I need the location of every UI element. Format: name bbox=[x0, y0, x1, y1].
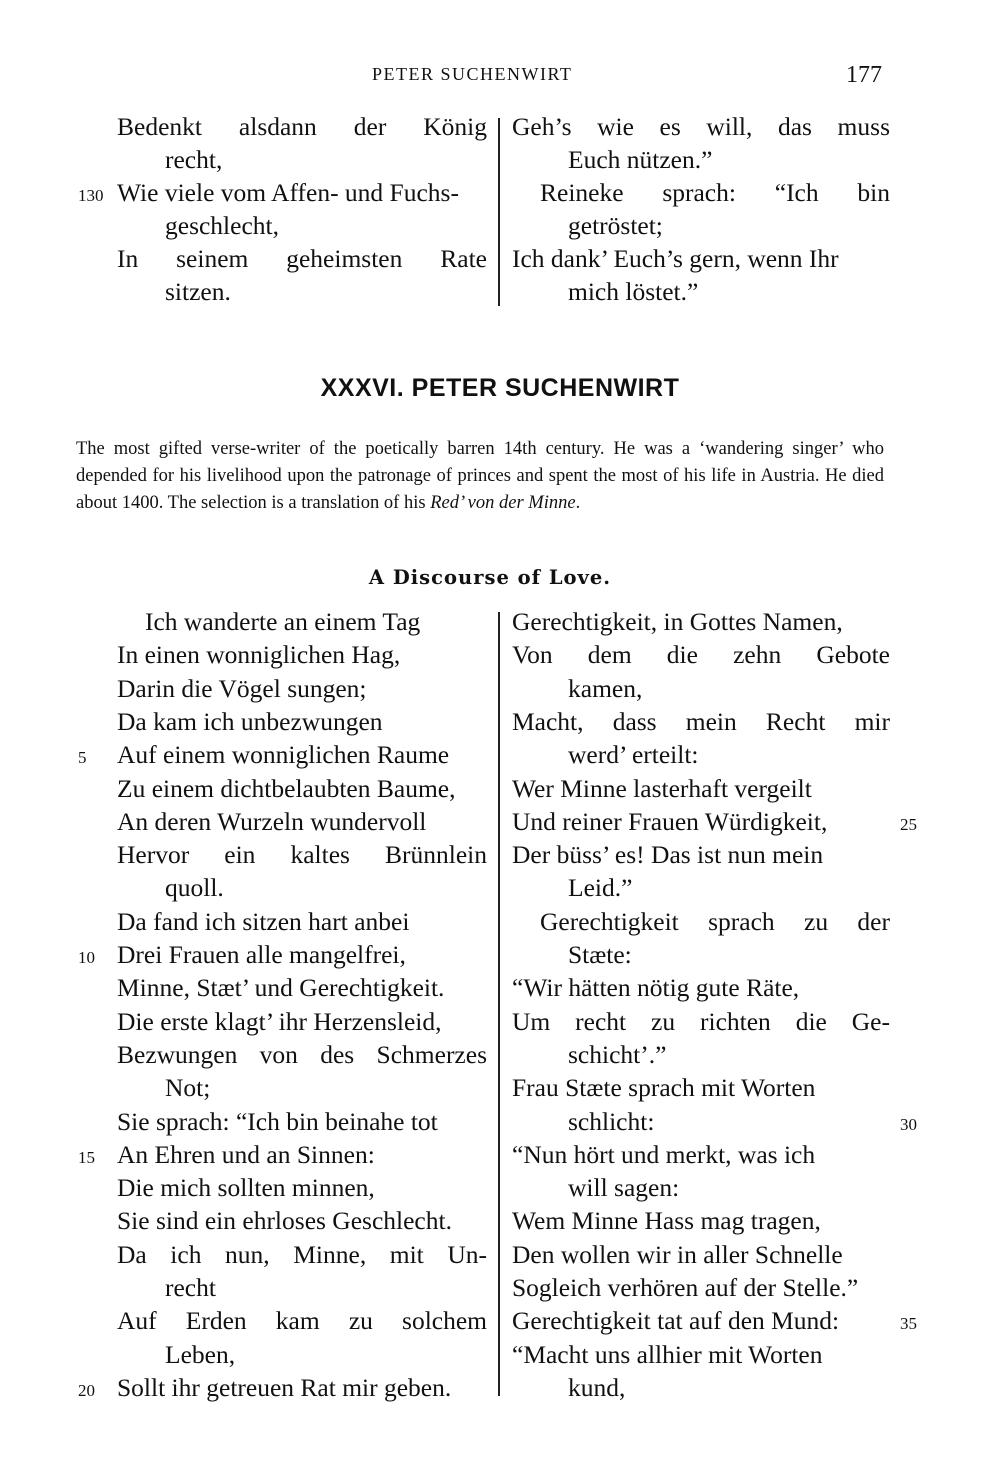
verse-line-continuation: mich löstet.” bbox=[568, 277, 699, 306]
line-number: 5 bbox=[78, 748, 87, 768]
verse-line: Bedenkt alsdann der König bbox=[117, 112, 487, 141]
verse-line: Sollt ihr getreuen Rat mir geben. bbox=[117, 1372, 452, 1402]
verse-line: In seinem geheimsten Rate bbox=[117, 244, 487, 273]
verse-line-continuation: Leben, bbox=[165, 1339, 236, 1369]
verse-line: Darin die Vögel sungen; bbox=[117, 673, 367, 703]
verse-line-continuation: recht, bbox=[165, 145, 223, 174]
verse-line: Um recht zu richten die Ge- bbox=[512, 1006, 890, 1036]
line-number: 10 bbox=[78, 948, 95, 967]
verse-line: Drei Frauen alle mangelfrei, bbox=[117, 940, 406, 969]
verse-line: Und reiner Frauen Würdigkeit, bbox=[512, 806, 828, 836]
verse-line: Gerechtigkeit sprach zu der bbox=[540, 906, 890, 936]
verse-line: Der büss’ es! Das ist nun mein bbox=[512, 840, 824, 870]
verse-line: An deren Wurzeln wundervoll bbox=[117, 806, 427, 836]
verse-line: “Nun hört und merkt, was ich bbox=[512, 1139, 816, 1169]
verse-line: Frau Stæte sprach mit Worten bbox=[512, 1073, 816, 1103]
page-number: 177 bbox=[846, 62, 882, 88]
line-number: 130 bbox=[78, 186, 104, 205]
verse-line: Gerechtigkeit tat auf den Mund: bbox=[512, 1306, 840, 1336]
verse-line: Da kam ich unbezwungen bbox=[117, 706, 383, 736]
verse-line: Auf Erden kam zu solchem bbox=[117, 1306, 487, 1336]
poem-subtitle: A Discourse of Love. bbox=[368, 566, 612, 589]
verse-line: Gerechtigkeit, in Gottes Namen, bbox=[512, 607, 843, 636]
verse-line-continuation: getröstet; bbox=[568, 211, 663, 240]
verse-line-continuation: kund, bbox=[568, 1372, 626, 1402]
verse-line-continuation: Leid.” bbox=[568, 873, 633, 903]
running-head: PETER SUCHENWIRT bbox=[372, 64, 573, 84]
verse-line: Wie viele vom Affen- und Fuchs- bbox=[117, 178, 459, 207]
verse-line: An Ehren und an Sinnen: bbox=[117, 1139, 375, 1169]
section-title: XXXVI. PETER SUCHENWIRT bbox=[320, 374, 680, 402]
verse-line: Minne, Stæt’ und Gerechtigkeit. bbox=[117, 973, 445, 1003]
intro-end: . bbox=[575, 493, 581, 513]
verse-line: Wer Minne lasterhaft vergeilt bbox=[512, 773, 812, 803]
line-number: 25 bbox=[900, 814, 917, 834]
line-number: 15 bbox=[78, 1147, 95, 1167]
verse-line: Sie sind ein ehrloses Geschlecht. bbox=[117, 1206, 452, 1236]
verse-line: “Macht uns allhier mit Worten bbox=[512, 1339, 823, 1369]
verse-line: In einen wonniglichen Hag, bbox=[117, 640, 401, 670]
verse-line: Den wollen wir in aller Schnelle bbox=[512, 1239, 843, 1269]
verse-line: Da ich nun, Minne, mit Un- bbox=[117, 1239, 487, 1269]
verse-line-continuation: recht bbox=[165, 1273, 216, 1302]
line-number: 30 bbox=[900, 1114, 917, 1134]
verse-line: Wem Minne Hass mag tragen, bbox=[512, 1206, 821, 1236]
verse-line-continuation: Stæte: bbox=[568, 940, 632, 969]
section-introduction bbox=[76, 436, 884, 517]
column-divider-top bbox=[498, 118, 500, 306]
verse-line: Ich dank’ Euch’s gern, wenn Ihr bbox=[512, 244, 839, 273]
verse-line-continuation: will sagen: bbox=[568, 1173, 680, 1203]
verse-line: Geh’s wie es will, das muss bbox=[512, 112, 890, 141]
verse-line: Sogleich verhören auf der Stelle.” bbox=[512, 1273, 859, 1302]
verse-line-continuation: quoll. bbox=[165, 873, 224, 903]
verse-line: Reineke sprach: “Ich bin bbox=[540, 178, 890, 207]
verse-line: Ich wanderte an einem Tag bbox=[145, 607, 421, 636]
column-divider-poem bbox=[498, 612, 500, 1396]
verse-line: Von dem die zehn Gebote bbox=[512, 640, 890, 670]
verse-line: Die mich sollten minnen, bbox=[117, 1173, 375, 1203]
verse-line: Hervor ein kaltes Brünnlein bbox=[117, 840, 487, 870]
verse-line: Auf einem wonniglichen Raume bbox=[117, 740, 450, 770]
verse-line-continuation: sitzen. bbox=[165, 277, 231, 306]
verse-line: Die erste klagt’ ihr Herzensleid, bbox=[117, 1006, 442, 1036]
line-number: 35 bbox=[900, 1314, 917, 1334]
intro-work-title: Red’ von der Minne bbox=[430, 493, 576, 513]
verse-line-continuation: kamen, bbox=[568, 673, 643, 703]
verse-line-continuation: schlicht: bbox=[568, 1106, 655, 1136]
verse-line-continuation: Not; bbox=[165, 1073, 211, 1103]
verse-line: Sie sprach: “Ich bin beinahe tot bbox=[117, 1106, 438, 1136]
intro-text: The most gifted verse-writer of the poetically barren 14th century. He was a ‘wandering singer’ who depended for his livelihood upon the patronage of princes and spent the most of his life in Austria. He died about 1400. The selection is a translation of his bbox=[76, 439, 884, 513]
verse-line-continuation: geschlecht, bbox=[165, 211, 279, 240]
line-number: 20 bbox=[78, 1380, 95, 1400]
verse-line: Zu einem dichtbelaubten Baume, bbox=[117, 773, 456, 803]
verse-line: Bezwungen von des Schmerzes bbox=[117, 1039, 487, 1069]
verse-line: Macht, dass mein Recht mir bbox=[512, 706, 890, 736]
verse-line-continuation: Euch nützen.” bbox=[568, 145, 713, 174]
verse-line-continuation: schicht’.” bbox=[568, 1039, 667, 1069]
verse-line: “Wir hätten nötig gute Räte, bbox=[512, 973, 800, 1003]
verse-line: Da fand ich sitzen hart anbei bbox=[117, 906, 410, 936]
verse-line-continuation: werd’ erteilt: bbox=[568, 740, 699, 770]
